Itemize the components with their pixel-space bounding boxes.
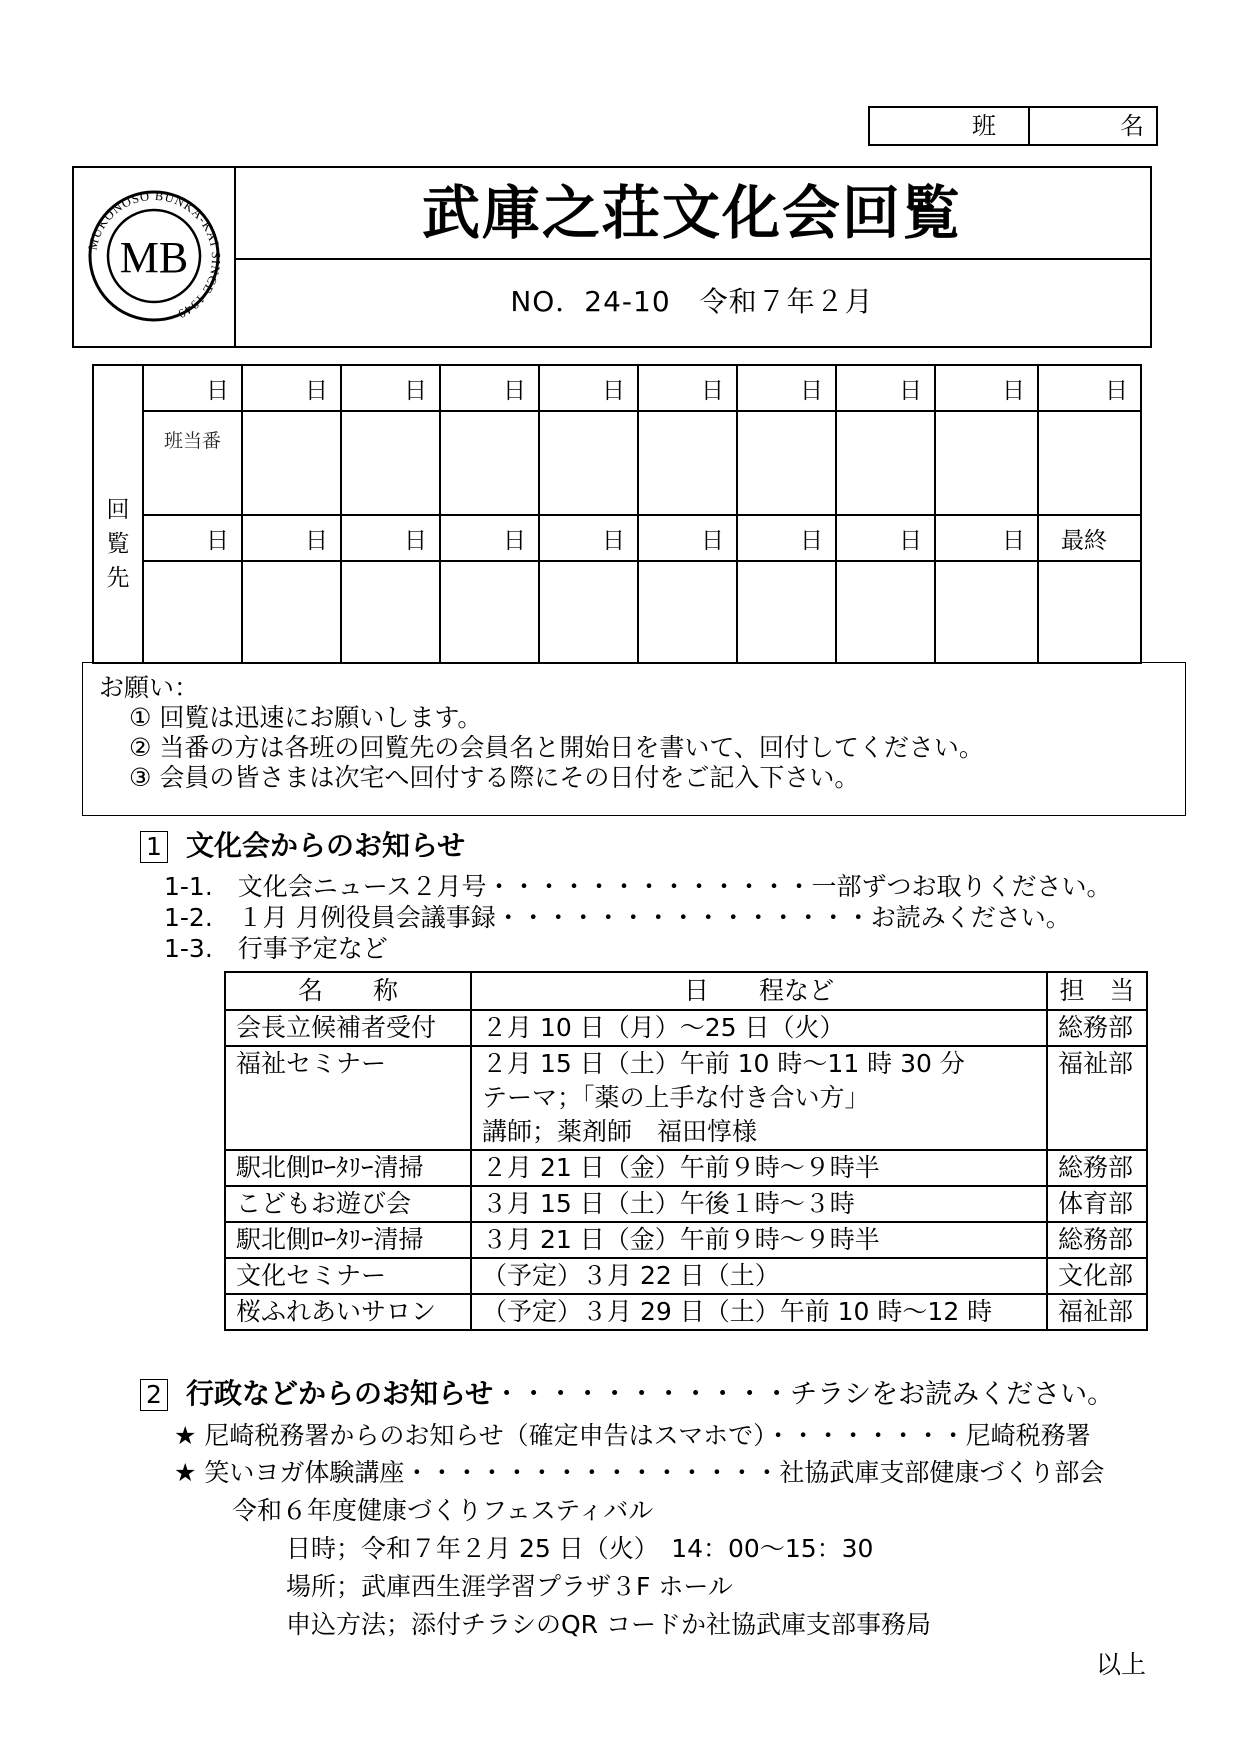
mb-logo	[74, 168, 234, 346]
name-cell[interactable]	[440, 411, 539, 515]
event-dept: 文化部	[1047, 1258, 1147, 1294]
date-cell[interactable]: 日	[737, 515, 836, 561]
name-cell[interactable]	[737, 411, 836, 515]
date-cell[interactable]: 日	[539, 515, 638, 561]
name-cell[interactable]	[836, 561, 935, 663]
event-dept: 体育部	[1047, 1186, 1147, 1222]
name-cell[interactable]	[341, 561, 440, 663]
event-dept: 総務部	[1047, 1150, 1147, 1186]
request-item: ② 当番の方は各班の回覧先の会員名と開始日を書いて、回付してください。	[129, 733, 984, 762]
date-cell[interactable]: 日	[935, 515, 1038, 561]
table-row	[225, 1294, 1147, 1330]
date-cell[interactable]: 日	[341, 515, 440, 561]
date-cell[interactable]: 日	[737, 365, 836, 411]
section2-title: 行政などからのお知らせ	[186, 1377, 494, 1410]
date-cell[interactable]: 日	[836, 515, 935, 561]
class-name-box	[868, 106, 1158, 146]
table-row	[225, 1150, 1147, 1186]
request-box	[82, 662, 1186, 816]
event-name: 駅北側ﾛｰﾀﾘｰ清掃	[225, 1222, 471, 1258]
date-cell[interactable]: 日	[440, 515, 539, 561]
name-cell[interactable]	[539, 411, 638, 515]
name-cell[interactable]	[836, 411, 935, 515]
logo-initials: MB	[119, 233, 189, 282]
date-cell[interactable]: 日	[143, 515, 242, 561]
final-label: 最終	[1038, 515, 1141, 561]
date-cell[interactable]: 日	[539, 365, 638, 411]
festival-line: 申込方法；添付チラシのQR コードか社協武庫支部事務局	[286, 1610, 931, 1639]
date-cell[interactable]: 日	[143, 365, 242, 411]
section2-heading	[140, 1379, 1114, 1411]
section2-item: ★ 笑いヨガ体験講座・・・・・・・・・・・・・・・社協武庫支部健康づくり部会	[174, 1458, 1105, 1487]
event-dept: 福祉部	[1047, 1294, 1147, 1330]
event-name: 文化セミナー	[225, 1258, 471, 1294]
table-row	[225, 1046, 1147, 1150]
class-label: 班	[870, 108, 1030, 144]
date-cell[interactable]: 日	[638, 365, 737, 411]
event-schedule: ２月 21 日（金）午前９時～９時半	[471, 1150, 1047, 1186]
section1-item: 1-2. １月 月例役員会議事録・・・・・・・・・・・・・・・お読みください。	[164, 903, 1071, 932]
event-schedule: ２月 10 日（月）～25 日（火）	[471, 1010, 1047, 1046]
closing-text: 以上	[1096, 1650, 1147, 1679]
event-name: 駅北側ﾛｰﾀﾘｰ清掃	[225, 1150, 471, 1186]
name-label: 名	[1120, 112, 1144, 140]
date-cell[interactable]: 日	[242, 515, 341, 561]
name-cell[interactable]	[737, 561, 836, 663]
logo-ring-text: MUKONOSO BUNKA-KAI SINCE 1949	[85, 188, 224, 322]
name-cell[interactable]	[638, 561, 737, 663]
event-dept: 福祉部	[1047, 1046, 1147, 1150]
header-name: 名 称	[225, 972, 471, 1010]
date-cell[interactable]: 日	[935, 365, 1038, 411]
event-name: 福祉セミナー	[225, 1046, 471, 1150]
event-schedule: （予定）３月 22 日（土）	[471, 1258, 1047, 1294]
event-name: こどもお遊び会	[225, 1186, 471, 1222]
name-cell[interactable]	[1038, 561, 1141, 663]
schedule-header-row	[225, 972, 1147, 1010]
name-cell[interactable]	[935, 561, 1038, 663]
name-cell[interactable]	[143, 561, 242, 663]
event-schedule: ３月 15 日（土）午後１時～３時	[471, 1186, 1047, 1222]
section1-title: 文化会からのお知らせ	[186, 829, 466, 862]
name-cell[interactable]	[935, 411, 1038, 515]
section1-number: 1	[140, 831, 168, 863]
name-cell[interactable]	[1038, 411, 1141, 515]
header-dept: 担 当	[1047, 972, 1147, 1010]
name-cell[interactable]	[341, 411, 440, 515]
table-row	[225, 1186, 1147, 1222]
logo-cell	[74, 168, 236, 346]
name-cell[interactable]	[242, 411, 341, 515]
event-dept: 総務部	[1047, 1010, 1147, 1046]
table-row	[225, 1222, 1147, 1258]
festival-line: 日時；令和７年２月 25 日（火） 14：00～15：30	[286, 1534, 874, 1563]
date-cell[interactable]: 日	[836, 365, 935, 411]
header-schedule: 日 程など	[471, 972, 1047, 1010]
section1-heading	[140, 831, 465, 863]
date-cell[interactable]: 日	[638, 515, 737, 561]
date-cell[interactable]: 日	[242, 365, 341, 411]
name-cell[interactable]	[539, 561, 638, 663]
event-schedule: ２月 15 日（土）午前 10 時～11 時 30 分 テーマ；「薬の上手な付き合い方」 講師；薬剤師 福田惇様	[471, 1046, 1047, 1150]
date-cell[interactable]: 日	[1038, 365, 1141, 411]
festival-line: 場所；武庫西生涯学習プラザ３F ホール	[286, 1572, 733, 1601]
request-item: ③ 会員の皆さまは次宅へ回付する際にその日付をご記入下さい。	[129, 763, 860, 792]
header-box	[72, 166, 1152, 348]
circulation-table	[92, 364, 1142, 664]
festival-title: 令和６年度健康づくりフェスティバル	[232, 1496, 654, 1525]
name-cell[interactable]	[440, 561, 539, 663]
issue-number: NO．24-10 令和７年２月	[510, 285, 874, 318]
section1-item: 1-1. 文化会ニュース２月号・・・・・・・・・・・・・一部ずつお取りください。	[164, 872, 1112, 901]
section2-title-tail: ・・・・・・・・・・・チラシをお読みください。	[493, 1379, 1115, 1410]
name-cell[interactable]	[242, 561, 341, 663]
event-schedule: ３月 21 日（金）午前９時～９時半	[471, 1222, 1047, 1258]
event-dept: 総務部	[1047, 1222, 1147, 1258]
event-name: 会長立候補者受付	[225, 1010, 471, 1046]
event-name: 桜ふれあいサロン	[225, 1294, 471, 1330]
event-schedule: （予定）３月 29 日（土）午前 10 時～12 時	[471, 1294, 1047, 1330]
schedule-table	[224, 971, 1148, 1331]
date-cell[interactable]: 日	[440, 365, 539, 411]
duty-label: 班当番	[143, 411, 242, 515]
table-row	[225, 1258, 1147, 1294]
request-heading: お願い：	[99, 673, 200, 702]
table-row	[225, 1010, 1147, 1046]
section1-item: 1-3. 行事予定など	[164, 934, 388, 963]
request-item: ① 回覧は迅速にお願いします。	[129, 703, 483, 732]
name-cell[interactable]	[638, 411, 737, 515]
circulation-side-label: 回 覧 先	[93, 365, 143, 663]
section2-number: 2	[140, 1379, 168, 1411]
section2-item: ★ 尼崎税務署からのお知らせ（確定申告はスマホで）・・・・・・・・尼崎税務署	[174, 1421, 1091, 1450]
date-cell[interactable]: 日	[341, 365, 440, 411]
document-title: 武庫之荘文化会回覧	[234, 168, 1150, 260]
